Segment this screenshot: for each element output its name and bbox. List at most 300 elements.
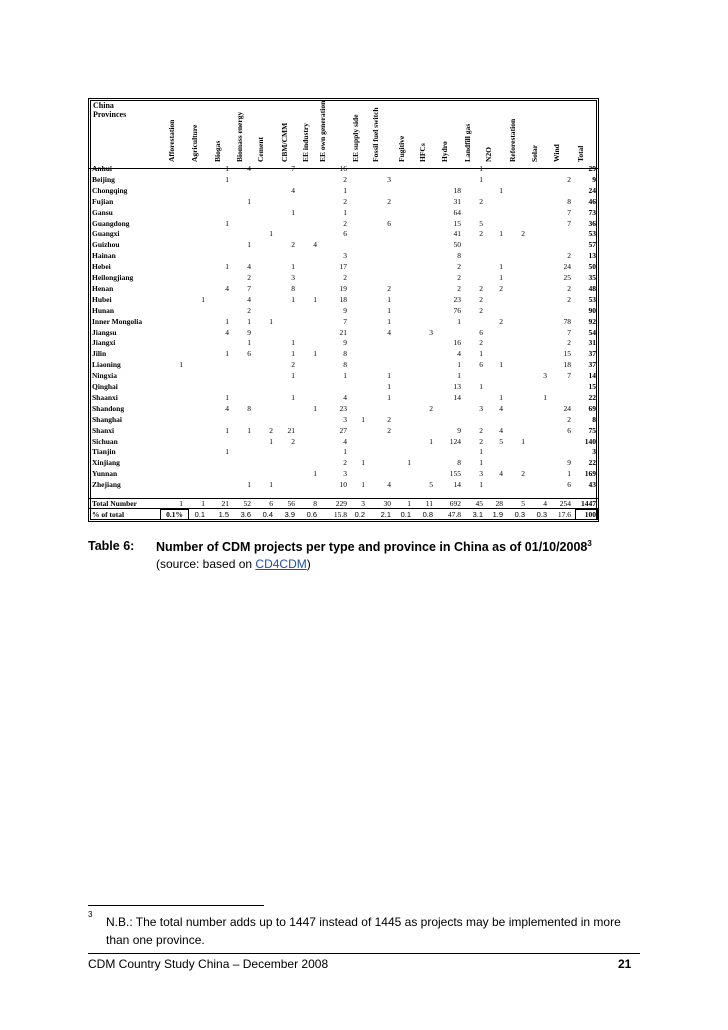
table-cell: 15 — [453, 218, 461, 228]
table-cell: 1 — [225, 447, 229, 457]
pct-cell: 3.9 — [284, 510, 295, 519]
table-cell: 50 — [588, 262, 596, 272]
table-cell: 6 — [387, 218, 391, 228]
table-cell: 7 — [291, 164, 295, 173]
table-cell: 2 — [567, 283, 571, 293]
table-cell: 4 — [387, 327, 391, 337]
table-cell: 2 — [429, 403, 433, 413]
row-label-ningxia: Ningxia — [92, 371, 118, 381]
table-cell: 2 — [247, 273, 251, 282]
row-label-sichuan: Sichuan — [92, 436, 118, 446]
table-cell: 2 — [387, 414, 391, 424]
table-cell: 1 — [407, 458, 411, 468]
row-label-jiangxi: Jiangxi — [92, 338, 116, 348]
table-cell: 9 — [247, 327, 251, 337]
row-label-shaanxi: Shaanxi — [92, 392, 118, 402]
table-cell: 1 — [457, 371, 461, 381]
table-cell: 4 — [343, 436, 347, 446]
table-cell: 9 — [457, 425, 461, 435]
table-cell: 43 — [588, 480, 596, 490]
table-cell: 21 — [339, 327, 347, 337]
table-cell: 9 — [567, 458, 571, 468]
col-header-biomass-energy: Biomass energy — [235, 111, 244, 162]
table-cell: 2 — [457, 262, 461, 272]
total-cell: 52 — [243, 498, 251, 508]
pct-cell: 0.3 — [536, 510, 547, 519]
table-cell: 1 — [247, 240, 251, 250]
table-cell: 1 — [567, 469, 571, 479]
table-cell: 8 — [291, 283, 295, 293]
col-header-n2o: N2O — [484, 147, 493, 162]
table-cell: 1 — [479, 382, 483, 391]
row-label-henan: Henan — [92, 283, 114, 293]
footer-rule — [88, 953, 640, 954]
table-cell: 4 — [247, 294, 251, 304]
table-cell: 1 — [361, 480, 365, 490]
table-cell: 124 — [449, 436, 461, 446]
table-cell: 2 — [343, 273, 347, 282]
table-cell: 64 — [453, 207, 461, 217]
table-cell: 1 — [291, 338, 295, 348]
col-header-biogas: Biogas — [213, 140, 222, 162]
table-cell: 53 — [588, 229, 596, 239]
table-cell: 2 — [479, 283, 483, 293]
table-cell: 4 — [457, 349, 461, 359]
total-cell: 45 — [475, 498, 483, 508]
table-cell: 3 — [479, 469, 483, 479]
pct-cell: 3.6 — [240, 510, 251, 519]
pct-cell: 1.9 — [492, 510, 503, 519]
table-cell: 2 — [567, 174, 571, 184]
table-cell: 1 — [179, 360, 183, 370]
table-cell: 2 — [479, 338, 483, 348]
table-cell: 6 — [567, 425, 571, 435]
table-cell: 7 — [343, 316, 347, 326]
cd4cdm-link[interactable]: CD4CDM — [255, 557, 307, 571]
table-cell: 2 — [387, 283, 391, 293]
table-cell: 76 — [453, 305, 461, 315]
total-cell: 229 — [335, 498, 347, 508]
pct-cell: 0.8 — [422, 510, 433, 519]
table-cell: 1 — [225, 316, 229, 326]
table-corner-label — [93, 101, 126, 119]
table-cell: 78 — [563, 316, 571, 326]
table-cell: 2 — [343, 174, 347, 184]
pct-cell: 0.1 — [194, 510, 205, 519]
table-cell: 4 — [313, 240, 317, 250]
pct-cell: 3.1 — [472, 510, 483, 519]
total-cell: 21 — [221, 498, 229, 508]
table-cell: 1 — [291, 371, 295, 381]
table-cell: 3 — [479, 403, 483, 413]
table-cell: 1 — [225, 349, 229, 359]
table-cell: 2 — [291, 436, 295, 446]
table-cell: 1 — [387, 294, 391, 304]
table-cell: 7 — [567, 207, 571, 217]
table-cell: 53 — [588, 294, 596, 304]
total-cell: 30 — [383, 498, 391, 508]
pct-cell: 47.8 — [447, 510, 461, 519]
row-label-guangxi: Guangxi — [92, 229, 120, 239]
table-cell: 9 — [343, 338, 347, 348]
col-header-hydro: Hydro — [440, 141, 449, 162]
pct-cell: 0.1% — [166, 510, 183, 519]
table-cell: 14 — [453, 392, 461, 402]
table-cell: 3 — [387, 174, 391, 184]
table-cell: 2 — [521, 469, 525, 479]
col-header-reforestation: Reforestation — [508, 118, 517, 162]
pct-cell: 0.1 — [400, 510, 411, 519]
table-cell: 18 — [563, 360, 571, 370]
table-cell: 7 — [247, 283, 251, 293]
table-cell: 1 — [479, 164, 483, 173]
col-header-ee-supply-side: EE supply side — [351, 114, 360, 162]
table-cell: 9 — [343, 305, 347, 315]
table-cell: 31 — [453, 196, 461, 206]
table-cell: 1 — [247, 480, 251, 490]
table-cell: 2 — [567, 414, 571, 424]
table-cell: 1 — [479, 480, 483, 490]
table-cell: 5 — [499, 436, 503, 446]
table-cell: 8 — [567, 196, 571, 206]
table-cell: 37 — [588, 360, 596, 370]
table-cell: 1 — [247, 425, 251, 435]
corner-label-provinces: Provinces — [93, 110, 127, 119]
table-cell: 2 — [247, 305, 251, 315]
table-cell: 6 — [567, 480, 571, 490]
table-cell: 5 — [479, 218, 483, 228]
table-cell: 10 — [339, 480, 347, 490]
row-label-hunan: Hunan — [92, 305, 115, 315]
table-cell: 1 — [361, 458, 365, 468]
row-label-hebei: Hebei — [92, 262, 111, 272]
row-label-shanxi: Shanxi — [92, 425, 115, 435]
caption-title: Number of CDM projects per type and province in China as of 01/10/2008$^3$ — [156, 539, 592, 555]
table-cell: 2 — [269, 425, 273, 435]
table-cell: 2 — [499, 283, 503, 293]
table-cell: 1 — [479, 349, 483, 359]
row-label-shanghai: Shanghai — [92, 414, 123, 424]
col-header-total: Total — [576, 145, 585, 162]
row-label-hainan: Hainan — [92, 251, 116, 261]
table-cell: 92 — [588, 316, 596, 326]
table-cell: 1 — [499, 392, 503, 402]
table-cell: 2 — [343, 218, 347, 228]
table-cell: 6 — [479, 327, 483, 337]
col-header-ee-industry: EE industry — [301, 123, 310, 162]
table-cell: 155 — [449, 469, 461, 479]
table-cell: 4 — [225, 403, 229, 413]
table-cell: 50 — [453, 240, 461, 250]
table-cell: 4 — [499, 425, 503, 435]
table-cell: 4 — [343, 392, 347, 402]
table-cell: 1 — [313, 349, 317, 359]
table-cell: 31 — [588, 338, 596, 348]
col-header-solar: Solar — [530, 144, 539, 162]
col-header-cbm-cmm: CBM/CMM — [280, 122, 289, 162]
table-cell: 57 — [588, 240, 596, 250]
table-cell: 6 — [247, 349, 251, 359]
table-cell: 1 — [343, 371, 347, 381]
table-cell: 1 — [457, 316, 461, 326]
table-cell: 13 — [453, 382, 461, 391]
table-cell: 1 — [429, 436, 433, 446]
table-cell: 2 — [479, 425, 483, 435]
footnote-text: N.B.: The total number adds up to 1447 instead of 1445 as projects may be implemented in more than one province. — [106, 915, 621, 947]
caption-label: Table 6: — [88, 539, 135, 553]
row-label-gansu: Gansu — [92, 207, 113, 217]
table-cell: 4 — [291, 185, 295, 195]
row-label-heilongjiang: Heilongjiang — [92, 273, 134, 282]
table-cell: 1 — [499, 185, 503, 195]
table-cell: 24 — [563, 262, 571, 272]
table-cell: 1 — [291, 294, 295, 304]
row-label-qinghai: Qinghai — [92, 382, 118, 391]
table-cell: 1 — [247, 338, 251, 348]
pct-cell: 0.4 — [262, 510, 273, 519]
table-cell: 17 — [339, 262, 347, 272]
table-cell: 18 — [453, 185, 461, 195]
col-header-afforestation: Afforestation — [167, 119, 176, 162]
table-cell: 27 — [339, 425, 347, 435]
table-cell: 3 — [343, 251, 347, 261]
table-cell: 1 — [479, 458, 483, 468]
total-cell: 254 — [559, 498, 571, 508]
row-label-hubei: Hubei — [92, 294, 112, 304]
table-cell: 35 — [588, 273, 596, 282]
table-cell: 1 — [269, 436, 273, 446]
table-cell: 2 — [521, 229, 525, 239]
table-cell: 22 — [588, 458, 596, 468]
table-cell: 1 — [269, 229, 273, 239]
table-cell: 2 — [387, 196, 391, 206]
table-cell: 140 — [584, 436, 596, 446]
table-cell: 2 — [479, 305, 483, 315]
col-header-agriculture: Agriculture — [190, 124, 199, 162]
row-label-liaoning: Liaoning — [92, 360, 121, 370]
total-cell: 1 — [201, 498, 205, 508]
table-cell: 2 — [291, 240, 295, 250]
table-cell: 1 — [387, 392, 391, 402]
pct-cell: 17.6 — [557, 510, 571, 519]
table-cell: 1 — [247, 316, 251, 326]
table-cell: 1 — [387, 382, 391, 391]
table-cell: 3 — [429, 327, 433, 337]
table-cell: 14 — [588, 371, 596, 381]
table-cell: 1 — [247, 196, 251, 206]
table-cell: 54 — [588, 327, 596, 337]
table-cell: 1 — [343, 207, 347, 217]
pct-cell: 0.6 — [306, 510, 317, 519]
table-cell: 15 — [588, 382, 596, 391]
table-cell: 7 — [567, 371, 571, 381]
row-label-tianjin: Tianjin — [92, 447, 116, 457]
total-cell: 8 — [313, 498, 317, 508]
col-header-ee-own-generation: EE own generation — [318, 100, 327, 162]
table-cell: 1 — [521, 436, 525, 446]
table-cell: 8 — [343, 349, 347, 359]
row-label-fujian: Fujian — [92, 196, 114, 206]
table-cell: 1 — [225, 164, 229, 173]
table-cell: 21 — [287, 425, 295, 435]
table-cell: 1 — [201, 294, 205, 304]
table-cell: 1 — [479, 174, 483, 184]
total-cell: 28 — [495, 498, 503, 508]
table-cell: 169 — [584, 469, 596, 479]
table-cell: 2 — [343, 196, 347, 206]
table-cell: 9 — [592, 174, 596, 184]
table-cell: 1 — [499, 360, 503, 370]
table-cell: 1 — [291, 262, 295, 272]
table-cell: 1 — [291, 392, 295, 402]
row-label-beijing: Beijing — [92, 174, 115, 184]
table-cell: 6 — [479, 360, 483, 370]
row-label-shandong: Shandong — [92, 403, 125, 413]
table-cell: 2 — [343, 458, 347, 468]
table-cell: 13 — [588, 251, 596, 261]
table-cell: 2 — [479, 436, 483, 446]
row-label-jiangsu: Jiangsu — [92, 327, 117, 337]
table-cell: 3 — [592, 447, 596, 457]
table-cell: 5 — [429, 480, 433, 490]
total-cell: 56 — [287, 498, 295, 508]
table-cell: 2 — [567, 294, 571, 304]
table-cell: 37 — [588, 349, 596, 359]
table-cell: 1 — [313, 294, 317, 304]
table-cell: 23 — [453, 294, 461, 304]
table-cell: 1 — [387, 316, 391, 326]
table-cell: 1 — [269, 480, 273, 490]
table-cell: 1 — [225, 262, 229, 272]
col-header-fossil-fuel-switch: Fossil fuel switch — [371, 107, 380, 162]
corner-label-china: China — [93, 101, 114, 110]
table-cell: 2 — [479, 229, 483, 239]
table-cell: 18 — [339, 294, 347, 304]
total-cell: 692 — [449, 498, 461, 508]
table-cell: 4 — [499, 469, 503, 479]
pct-cell: 100 — [584, 510, 596, 519]
col-header-cement: Cement — [256, 137, 265, 162]
table-cell: 6 — [343, 229, 347, 239]
table-cell: 25 — [563, 273, 571, 282]
table-cell: 3 — [343, 414, 347, 424]
table-cell: 1 — [543, 392, 547, 402]
row-label-guizhou: Guizhou — [92, 240, 120, 250]
table-cell: 22 — [588, 392, 596, 402]
total-cell: 1 — [179, 498, 183, 508]
table-cell: 1 — [457, 360, 461, 370]
table-cell: 8 — [457, 251, 461, 261]
row-label-anhui: Anhui — [92, 164, 113, 173]
table-cell: 46 — [588, 196, 596, 206]
col-header-wind: Wind — [552, 144, 561, 162]
table-cell: 2 — [291, 360, 295, 370]
table-cell: 24 — [588, 185, 596, 195]
table-cell: 2 — [499, 316, 503, 326]
table-cell: 36 — [588, 218, 596, 228]
table-cell: 1 — [313, 403, 317, 413]
total-cell: 1447 — [581, 498, 596, 508]
table-cell: 1 — [499, 273, 503, 282]
table-cell: 8 — [247, 403, 251, 413]
table-cell: 4 — [499, 403, 503, 413]
table-cell: 1 — [499, 229, 503, 239]
table-cell: 4 — [225, 283, 229, 293]
pct-cell: 2.1 — [380, 510, 391, 519]
total-cell: 6 — [269, 498, 273, 508]
col-header-landfill-gas: Landfill gas — [463, 123, 472, 162]
table-cell: 2 — [457, 273, 461, 282]
table-cell: 1 — [343, 447, 347, 457]
total-cell: 3 — [361, 498, 365, 508]
table-cell: 1 — [269, 316, 273, 326]
table-cell: 90 — [588, 305, 596, 315]
row-label-chongqing: Chongqing — [92, 185, 128, 195]
table-cell: 23 — [339, 403, 347, 413]
table-cell: 24 — [563, 403, 571, 413]
total-cell: 11 — [425, 498, 433, 508]
table-cell: 2 — [479, 294, 483, 304]
pct-cell: 15.8 — [333, 510, 347, 519]
col-header-hfcs: HFCs — [418, 143, 427, 162]
table-cell: 73 — [588, 207, 596, 217]
table-cell: 8 — [457, 458, 461, 468]
table-cell: 1 — [361, 414, 365, 424]
table-cell: 1 — [343, 185, 347, 195]
table-cell: 1 — [387, 305, 391, 315]
table-cell: 4 — [247, 164, 251, 173]
table-cell: 1 — [225, 392, 229, 402]
table-cell: 2 — [567, 251, 571, 261]
table-cell: 69 — [588, 403, 596, 413]
table-cell: 15 — [563, 349, 571, 359]
total-cell: 4 — [543, 498, 547, 508]
table-cell: 2 — [387, 425, 391, 435]
row-label-jilin: Jilin — [92, 349, 107, 359]
footer-title: CDM Country Study China – December 2008 — [88, 957, 329, 971]
col-header-fugitive: Fugitive — [397, 135, 406, 162]
row-label-xinjiang: Xinjiang — [92, 458, 120, 468]
table-cell: 1 — [291, 207, 295, 217]
table-cell: 3 — [543, 371, 547, 381]
table-cell: 1 — [225, 425, 229, 435]
table-cell: 7 — [567, 327, 571, 337]
row-label-inner-mongolia: Inner Mongolia — [92, 316, 143, 326]
table-cell: 4 — [247, 262, 251, 272]
table-cell: 75 — [588, 425, 596, 435]
table-cell: 4 — [387, 480, 391, 490]
footnote-ref: 3 — [587, 539, 592, 548]
table-cell: 7 — [567, 218, 571, 228]
table-cell: 8 — [592, 414, 596, 424]
table-cell: 8 — [343, 360, 347, 370]
table-cell: 48 — [588, 283, 596, 293]
pct-cell: 0.3 — [514, 510, 525, 519]
pct-of-total-label: % of total — [92, 510, 125, 519]
table-cell: 29 — [588, 164, 596, 173]
total-cell: 5 — [521, 498, 525, 508]
table-cell: 14 — [453, 480, 461, 490]
table-cell: 1 — [225, 218, 229, 228]
caption-source: (source: based on CD4CDM) — [156, 557, 311, 571]
table-cell: 4 — [225, 327, 229, 337]
table-cell: 1 — [313, 469, 317, 479]
pct-cell: 1.5 — [218, 510, 229, 519]
row-label-guangdong: Guangdong — [92, 218, 130, 228]
total-cell: 1 — [407, 498, 411, 508]
table-cell: 16 — [339, 164, 347, 173]
table-cell: 1 — [225, 174, 229, 184]
